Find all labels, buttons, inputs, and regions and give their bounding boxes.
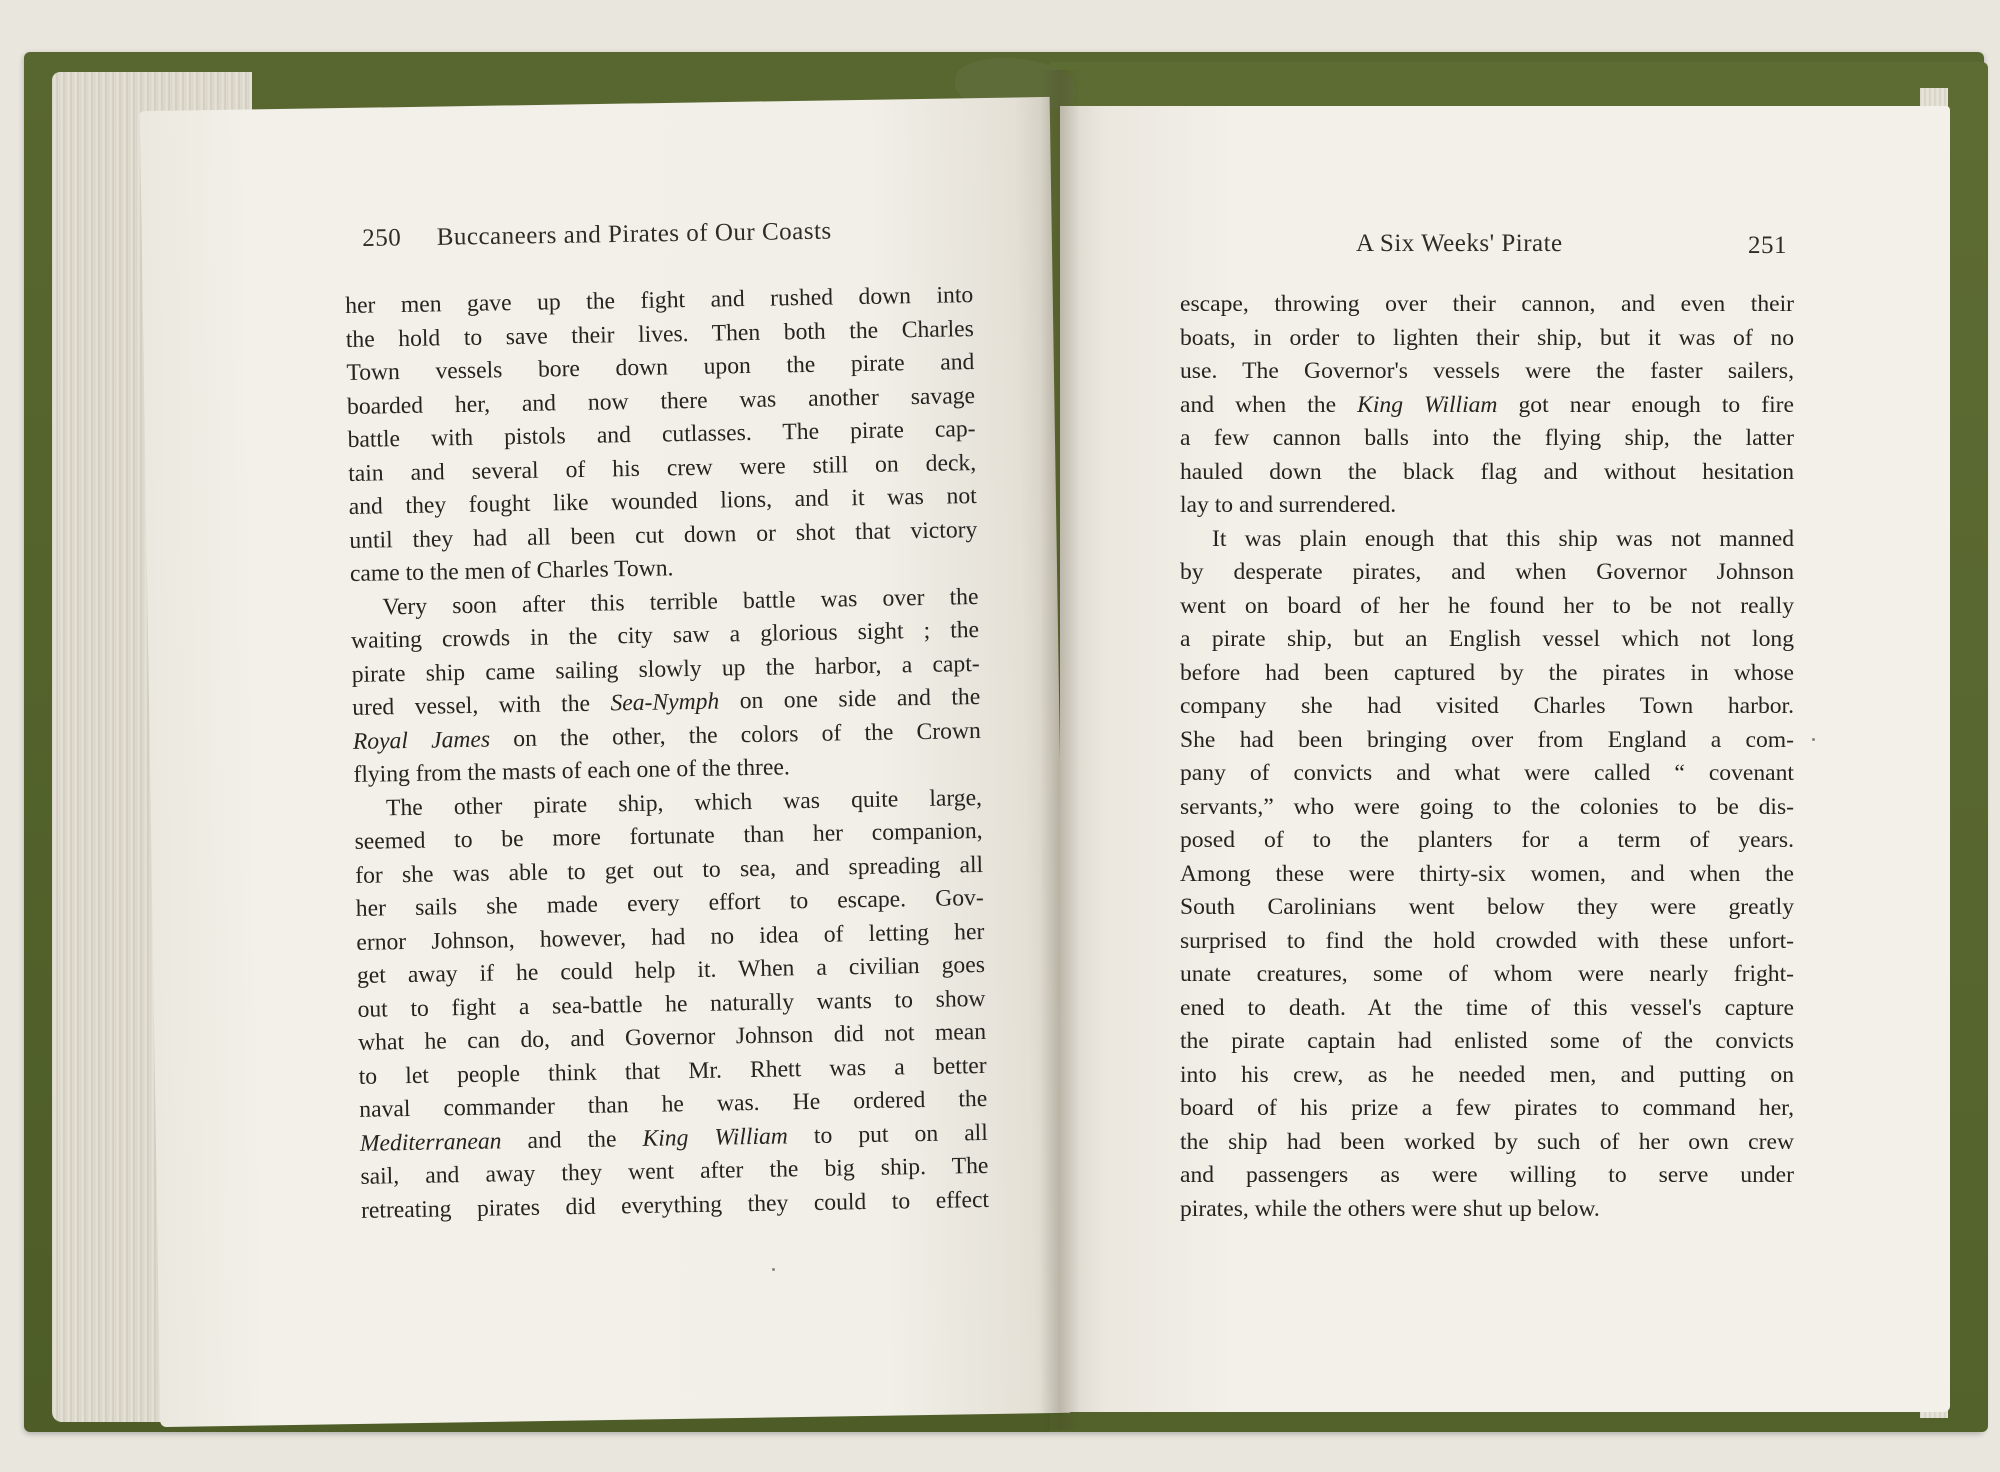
- text-line: went on board of her he found her to be not really: [1180, 592, 1794, 619]
- text-line: Mediterranean and the King William to put on all: [359, 1119, 989, 1157]
- right-running-title: A Six Weeks' Pirate: [1356, 230, 1563, 257]
- text-line: ened to death. At the time of this vessel's capture: [1180, 994, 1794, 1021]
- text-line: posed of to the planters for a term of years.: [1180, 827, 1794, 853]
- text-line: and they fought like wounded lions, and it was not: [348, 483, 977, 520]
- book-gutter: [1040, 70, 1080, 1430]
- text-line: seemed to be more fortunate than her companion,: [354, 817, 983, 855]
- text-line: her men gave up the fight and rushed down into: [345, 282, 974, 319]
- text-line: waiting crowds in the city saw a glorious sight ; the: [350, 616, 980, 654]
- text-line: Royal James on the other, the colors of the Crown: [352, 717, 982, 755]
- text-line: battle with pistols and cutlasses. The pirate cap-: [347, 416, 976, 453]
- text-line: board of his prize a few pirates to command her,: [1180, 1095, 1794, 1121]
- text-line: boarded her, and now there was another savage: [346, 382, 976, 420]
- left-page-body: [345, 279, 989, 1228]
- paragraph-start-line: The other pirate ship, which was quite large,: [385, 784, 983, 821]
- paragraph-start-line: Very soon after this terrible battle was over the: [382, 583, 979, 620]
- left-page-number: 250: [362, 224, 402, 252]
- paper-speck: [1812, 738, 1815, 741]
- text-line: boats, in order to lighten their ship, but it was of no: [1180, 324, 1794, 351]
- text-line: Town vessels bore down upon the pirate and: [346, 349, 975, 386]
- text-line: and when the King William got near enough to fire: [1180, 391, 1794, 418]
- text-line: the pirate captain had enlisted some of the convicts: [1180, 1028, 1794, 1054]
- text-line: for she was able to get out to sea, and spreading all: [354, 851, 984, 889]
- text-line: the ship had been worked by such of her own crew: [1180, 1128, 1794, 1155]
- text-line: use. The Governor's vessels were the faster sailers,: [1180, 358, 1794, 384]
- text-line: flying from the masts of each one of the three.: [353, 754, 790, 788]
- text-line: a few cannon balls into the flying ship, the latter: [1180, 425, 1794, 451]
- text-line: into his crew, as he needed men, and putting on: [1180, 1061, 1794, 1088]
- text-line: She had been bringing over from England a com-: [1180, 726, 1794, 753]
- text-line: naval commander than he was. He ordered the: [359, 1085, 988, 1123]
- text-line: out to fight a sea-battle he naturally wants to show: [357, 985, 986, 1023]
- text-line: the hold to save their lives. Then both the Charles: [345, 315, 974, 353]
- text-line: lay to and surrendered.: [1180, 492, 1397, 518]
- text-line: retreating pirates did everything they could to effect: [360, 1186, 990, 1224]
- text-line: hauled down the black flag and without hesitation: [1180, 458, 1794, 485]
- text-line: ernor Johnson, however, had no idea of letting her: [356, 918, 985, 956]
- text-line: South Carolinians went below they were greatly: [1180, 894, 1794, 920]
- left-running-title: Buccaneers and Pirates of Our Coasts: [436, 217, 832, 251]
- text-line: sail, and away they went after the big ship. The: [360, 1152, 989, 1190]
- text-line: came to the men of Charles Town.: [349, 555, 674, 587]
- text-line: her sails she made every effort to escape. Gov-: [355, 884, 984, 922]
- text-line: get away if he could help it. When a civilian goes: [356, 951, 986, 989]
- text-line: unate creatures, some of whom were nearly fright-: [1180, 961, 1794, 987]
- text-line: pirate ship came sailing slowly up the harbor, a capt-: [351, 650, 980, 688]
- text-line: pirates, while the others were shut up below.: [1180, 1195, 1600, 1222]
- text-line: a pirate ship, but an English vessel which not long: [1180, 626, 1794, 652]
- text-line: before had been captured by the pirates in whose: [1180, 659, 1794, 686]
- text-line: pany of convicts and what were called “ covenant: [1180, 760, 1794, 786]
- text-line: servants,” who were going to the colonies to be dis-: [1180, 793, 1794, 820]
- text-line: tain and several of his crew were still on deck,: [347, 449, 977, 487]
- paper-speck: [772, 1268, 775, 1271]
- text-line: by desperate pirates, and when Governor Johnson: [1180, 559, 1794, 585]
- text-line: to let people think that Mr. Rhett was a better: [358, 1052, 987, 1090]
- text-line: what he can do, and Governor Johnson did not mean: [357, 1018, 987, 1056]
- text-line: escape, throwing over their cannon, and even their: [1180, 291, 1794, 317]
- text-line: and passengers as were willing to serve under: [1180, 1162, 1794, 1188]
- text-line: ured vessel, with the Sea-Nymph on one side and the: [352, 683, 981, 721]
- paragraph-start-line: It was plain enough that this ship was not manned: [1212, 525, 1794, 552]
- text-line: until they had all been cut down or shot that victory: [349, 516, 978, 554]
- text-line: surprised to find the hold crowded with these unfort-: [1180, 927, 1794, 954]
- text-line: company she had visited Charles Town harbor.: [1180, 693, 1794, 719]
- right-page-number: 251: [1748, 232, 1787, 259]
- right-page-body: [1180, 288, 1794, 1226]
- text-line: Among these were thirty-six women, and when the: [1180, 860, 1794, 887]
